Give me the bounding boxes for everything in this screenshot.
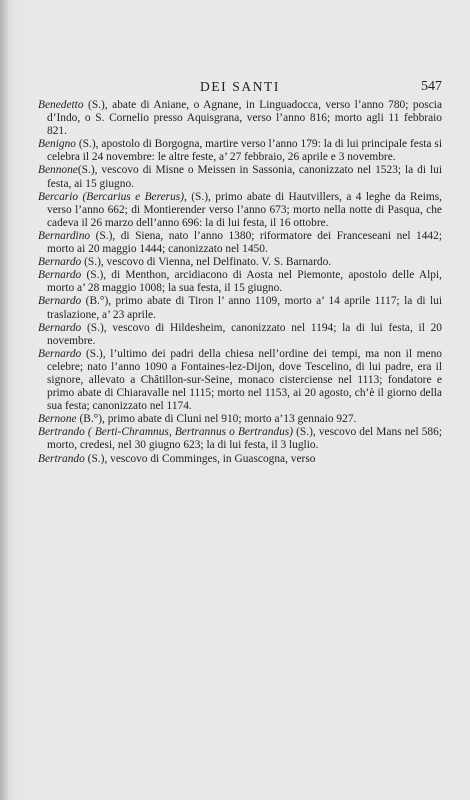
entry-text: (S.), di Siena, nato l’anno 1380; riformatore dei Franceseani nel 1442; morto ai 20 maggio 1444; canonizzato nel 1450. xyxy=(47,229,442,256)
page-number: 547 xyxy=(421,79,442,94)
list-item xyxy=(38,413,442,426)
list-item xyxy=(38,164,442,190)
entry-text: (S.), l’ultimo dei padri della chiesa nell’ordine dei tempi, ma non il meno celebre; nato l’anno 1090 a Fontaines-lez-Dijon, dove Tescelino, di lui padre, era il signore, allevato a Châtillon-sur-Seine, monaco cisterciense nel 1113; fondatore e primo abate di Chiaravalle nel 1115; morto nel 1153, ai 20 agosto, ch’è il giorno della sua festa; canonizzato nel 1174. xyxy=(47,347,442,413)
list-item xyxy=(38,426,442,452)
list-item xyxy=(38,99,442,138)
list-item xyxy=(38,269,442,295)
entry-text: (S.), apostolo di Borgogna, martire verso l’anno 179: la di lui principale festa si celebra il 24 novembre: le altre feste, a’ 27 febbraio, 26 aprile e 3 novembre. xyxy=(47,138,442,164)
entry-text: (S.), vescovo di Vienna, nel Delfinato. V. S. Barnardo. xyxy=(81,256,332,269)
saint-name: Bernardino xyxy=(38,229,91,242)
entry-text: (S.), vescovo di Hildesheim, canonizzato nel 1194; la di lui festa, il 20 novembre. xyxy=(47,321,442,347)
entry-text: (S.), vescovo del Mans nel 586; morto, credesi, nel 30 giugno 623; la di lui festa, il 3 luglio. xyxy=(47,426,442,452)
entry-text: (B.°), primo abate di Tiron l’ anno 1109, morto a’ 14 aprile 1117; la di lui traslazione, a’ 23 aprile. xyxy=(47,295,442,321)
running-header xyxy=(38,79,442,97)
list-item xyxy=(38,138,442,164)
list-item xyxy=(38,230,442,256)
list-item xyxy=(38,256,442,269)
entry-text: (S.), vescovo di Comminges, in Guascogna, verso xyxy=(84,452,316,465)
list-item xyxy=(38,322,442,348)
saint-name: Benigno xyxy=(38,138,76,151)
entry-text: (S.), vescovo di Misne o Meissen in Sassonia, canonizzato nel 1523; la di lui festa, ai 15 giugno. xyxy=(47,164,442,190)
saint-name: Bernardo xyxy=(38,269,82,282)
page-gutter-shadow xyxy=(0,0,8,800)
saint-name: Bertrando ( Berti-Chramnus, Bertrannus o Bertrandus) xyxy=(38,426,294,439)
saint-name: Bernardo xyxy=(38,347,82,360)
list-item xyxy=(38,348,442,413)
entry-text: (S.), primo abate di Hautvillers, a 4 leghe da Reims, verso l’anno 662; di Montierender verso l’anno 673; morto nella notte di Pasqua, che cadeva il 26 marzo dell’anno 696: la di lui festa, il 16 ottobre. xyxy=(47,190,442,229)
saint-name: Bertrando xyxy=(38,452,85,465)
list-item xyxy=(38,295,442,321)
running-title: DEI SANTI xyxy=(199,79,280,94)
saint-name: Bernone xyxy=(38,413,77,426)
saint-name: Benedetto xyxy=(38,99,84,111)
saint-name: Bercario (Bercarius e Bererus), xyxy=(38,190,187,203)
entry-text: (S.), abate di Aniane, o Agnane, in Linguadocca, verso l’anno 780; poscia d’Indo, o S. Cornelio presso Aquisgrana, verso l’anno 816; morto agli 11 febbraio 821. xyxy=(47,99,442,138)
entries-list xyxy=(38,99,442,466)
saint-name: Bernardo xyxy=(38,295,82,308)
entry-text: (S.), di Menthon, arcidiacono di Aosta nel Piemonte, apostolo delle Alpi, morto a’ 28 maggio 1008; la sua festa, il 15 giugno. xyxy=(47,269,442,295)
list-item xyxy=(38,453,442,466)
saint-name: Bernardo xyxy=(38,321,82,334)
entry-text: (B.°), primo abate di Cluni nel 910; morto a’13 gennaio 927. xyxy=(76,413,357,426)
saint-name: Bennone xyxy=(38,164,78,177)
list-item xyxy=(38,191,442,230)
saint-name: Bernardo xyxy=(38,256,82,269)
